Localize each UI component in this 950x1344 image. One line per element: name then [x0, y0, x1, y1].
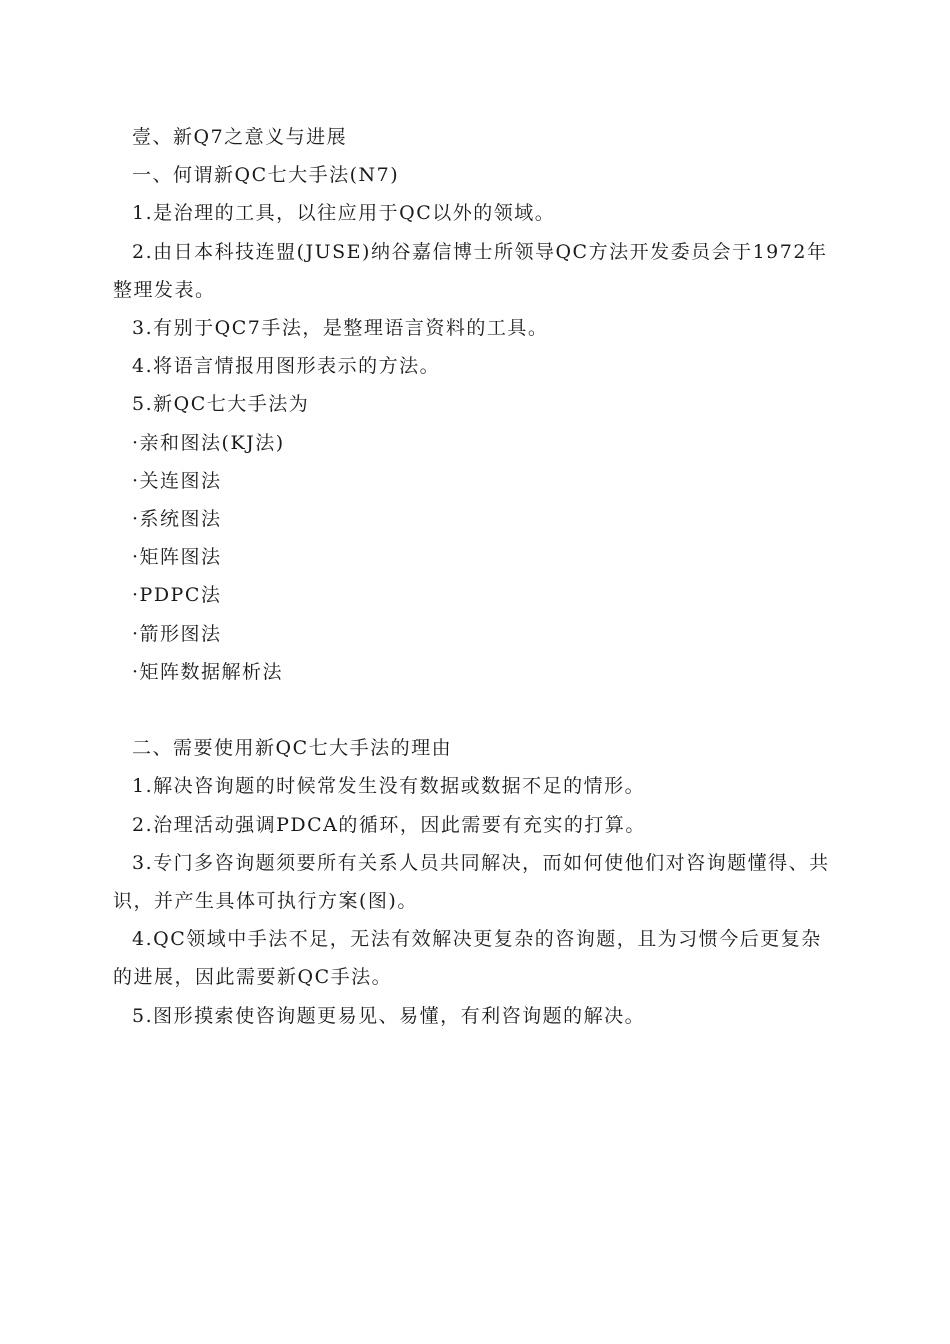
method-item: ·PDPC法: [132, 584, 222, 607]
subsection-heading: 一、何谓新QC七大手法(N7): [132, 164, 400, 187]
blank-line: [113, 691, 838, 729]
section-heading: 壹、新Q7之意义与进展: [132, 126, 348, 148]
method-item: ·系统图法: [132, 508, 222, 531]
list-item: 2.由日本科技连盟(JUSE)纳谷嘉信博士所领导QC方法开发委员会于1972年整理发表。: [113, 240, 828, 301]
document-body: [113, 118, 838, 1035]
list-item: 4.将语言情报用图形表示的方法。: [132, 355, 441, 378]
list-item: 4.QC领域中手法不足，无法有效解决更复杂的咨询题，且为习惯今后更复杂的进展，因此需要新QC手法。: [113, 928, 822, 989]
list-item: 5.图形摸索使咨询题更易见、易懂，有利咨询题的解决。: [132, 1004, 646, 1027]
list-item: 3.有别于QC7手法，是整理语言资料的工具。: [132, 317, 549, 340]
method-item: ·矩阵数据解析法: [132, 660, 284, 683]
list-item: 2.治理活动强调PDCA的循环，因此需要有充实的打算。: [132, 813, 646, 836]
method-item: ·箭形图法: [132, 622, 222, 645]
subsection-heading: 二、需要使用新QC七大手法的理由: [132, 737, 453, 760]
method-item: ·亲和图法(KJ法): [132, 431, 285, 454]
list-item: 5.新QC七大手法为: [132, 393, 310, 416]
list-item: 1.解决咨询题的时候常发生没有数据或数据不足的情形。: [132, 775, 646, 798]
list-item: 1.是治理的工具，以往应用于QC以外的领域。: [132, 202, 556, 225]
list-item: 3.专门多咨询题须要所有关系人员共同解决，而如何使他们对咨询题懂得、共识，并产生具体可执行方案(图)。: [113, 851, 830, 913]
method-item: ·关连图法: [132, 469, 222, 492]
method-item: ·矩阵图法: [132, 546, 222, 569]
